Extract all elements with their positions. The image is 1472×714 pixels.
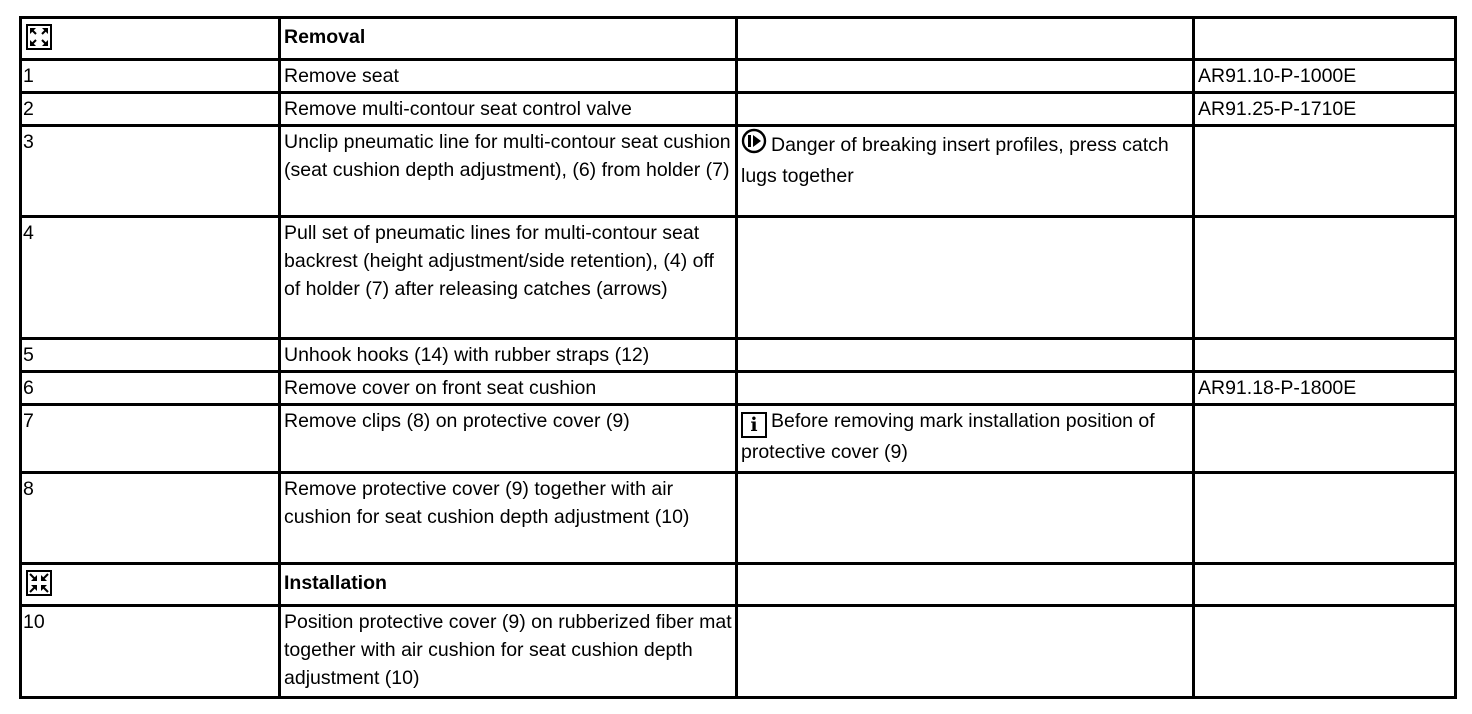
step-number: 8 bbox=[23, 478, 34, 500]
reference-cell bbox=[1194, 339, 1456, 372]
table-row bbox=[21, 405, 1456, 473]
section-header-removal bbox=[21, 18, 1456, 60]
step-number: 5 bbox=[23, 344, 34, 366]
caution-icon bbox=[741, 128, 767, 162]
step-number-cell bbox=[21, 339, 280, 372]
note-cell bbox=[737, 405, 1194, 473]
step-number-cell bbox=[21, 606, 280, 698]
reference-link[interactable]: AR91.10-P-1000E bbox=[1198, 65, 1357, 87]
step-number-cell bbox=[21, 217, 280, 339]
empty-cell bbox=[737, 564, 1194, 606]
step-number-cell bbox=[21, 126, 280, 217]
section-title-installation: Installation bbox=[284, 572, 387, 594]
step-text-cell bbox=[280, 606, 737, 698]
table-row bbox=[21, 217, 1456, 339]
section-title-removal: Removal bbox=[284, 26, 366, 48]
step-text: Position protective cover (9) on rubberized fiber mat together with air cushion for seat cushion depth adjustment (10) bbox=[284, 611, 732, 689]
reference-cell bbox=[1194, 372, 1456, 405]
step-number: 2 bbox=[23, 98, 34, 120]
step-number: 4 bbox=[23, 222, 34, 244]
step-text-cell bbox=[280, 339, 737, 372]
step-number: 1 bbox=[23, 65, 34, 87]
table-row bbox=[21, 606, 1456, 698]
step-text: Remove protective cover (9) together with air cushion for seat cushion depth adjustment (10) bbox=[284, 478, 690, 528]
reference-cell bbox=[1194, 473, 1456, 564]
note-cell bbox=[737, 606, 1194, 698]
reference-cell bbox=[1194, 217, 1456, 339]
empty-cell bbox=[1194, 564, 1456, 606]
section-title-cell bbox=[280, 18, 737, 60]
step-number: 10 bbox=[23, 611, 45, 633]
empty-cell bbox=[737, 18, 1194, 60]
note-cell bbox=[737, 60, 1194, 93]
section-header-installation bbox=[21, 564, 1456, 606]
step-text: Remove seat bbox=[284, 65, 399, 87]
section-title-cell bbox=[280, 564, 737, 606]
step-number-cell bbox=[21, 473, 280, 564]
step-text-cell bbox=[280, 473, 737, 564]
step-number: 6 bbox=[23, 377, 34, 399]
note-text: Before removing mark installation position of protective cover (9) bbox=[741, 410, 1155, 463]
section-icon-cell bbox=[21, 564, 280, 606]
step-number-cell bbox=[21, 60, 280, 93]
table-row bbox=[21, 372, 1456, 405]
info-icon: i bbox=[741, 412, 767, 438]
note-cell bbox=[737, 126, 1194, 217]
step-text-cell bbox=[280, 60, 737, 93]
step-number-cell bbox=[21, 93, 280, 126]
note-cell bbox=[737, 473, 1194, 564]
note-text: Danger of breaking insert profiles, press catch lugs together bbox=[741, 134, 1169, 187]
step-number-cell bbox=[21, 372, 280, 405]
reference-cell bbox=[1194, 126, 1456, 217]
reference-cell bbox=[1194, 405, 1456, 473]
note-cell bbox=[737, 339, 1194, 372]
step-number: 7 bbox=[23, 410, 34, 432]
step-text-cell bbox=[280, 217, 737, 339]
reference-cell bbox=[1194, 606, 1456, 698]
procedure-table bbox=[19, 16, 1457, 699]
step-text: Remove clips (8) on protective cover (9) bbox=[284, 410, 630, 432]
table-row bbox=[21, 93, 1456, 126]
section-icon-cell bbox=[21, 18, 280, 60]
reference-link[interactable]: AR91.18-P-1800E bbox=[1198, 377, 1357, 399]
step-number: 3 bbox=[23, 131, 34, 153]
reference-link[interactable]: AR91.25-P-1710E bbox=[1198, 98, 1357, 120]
step-text: Remove cover on front seat cushion bbox=[284, 377, 597, 399]
table-row bbox=[21, 339, 1456, 372]
note-cell bbox=[737, 372, 1194, 405]
step-text: Unclip pneumatic line for multi-contour seat cushion (seat cushion depth adjustment), (6) from holder (7) bbox=[284, 131, 731, 181]
step-number-cell bbox=[21, 405, 280, 473]
step-text: Unhook hooks (14) with rubber straps (12) bbox=[284, 344, 650, 366]
step-text-cell bbox=[280, 405, 737, 473]
note-cell bbox=[737, 217, 1194, 339]
step-text-cell bbox=[280, 372, 737, 405]
table-row bbox=[21, 126, 1456, 217]
step-text: Remove multi-contour seat control valve bbox=[284, 98, 632, 120]
installation-arrows-icon bbox=[26, 570, 52, 596]
table-row bbox=[21, 473, 1456, 564]
empty-cell bbox=[1194, 18, 1456, 60]
reference-cell bbox=[1194, 93, 1456, 126]
table-row bbox=[21, 60, 1456, 93]
step-text: Pull set of pneumatic lines for multi-contour seat backrest (height adjustment/side retention), (4) off of holder (7) after releasing catches (arrows) bbox=[284, 222, 714, 300]
reference-cell bbox=[1194, 60, 1456, 93]
step-text-cell bbox=[280, 93, 737, 126]
removal-arrows-icon bbox=[26, 24, 52, 50]
note-cell bbox=[737, 93, 1194, 126]
step-text-cell bbox=[280, 126, 737, 217]
